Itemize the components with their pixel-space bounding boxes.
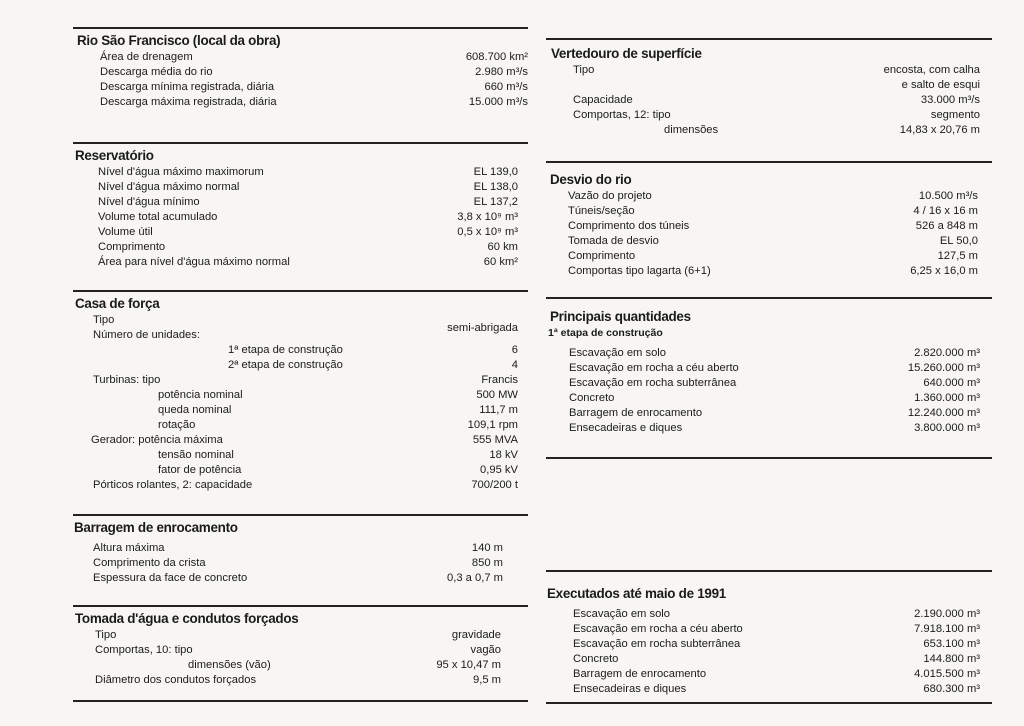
row-label: Comportas, 10: tipo (95, 644, 193, 656)
table-row (546, 406, 992, 421)
row-label: Descarga mínima registrada, diária (100, 81, 275, 93)
table-row (546, 123, 992, 138)
data-table (73, 313, 528, 493)
row-label: Tipo (93, 314, 115, 326)
table-row (546, 204, 992, 219)
row-label: Escavação em rocha a céu aberto (573, 623, 743, 635)
table-row (73, 255, 528, 270)
row-value: e salto de esqui (901, 79, 980, 91)
row-value: 109,1 rpm (467, 419, 518, 431)
section-title: Barragem de enrocamento (74, 519, 238, 535)
row-value: EL 137,2 (473, 196, 518, 208)
row-value: 95 x 10,47 m (436, 659, 501, 671)
section-divider (73, 700, 528, 702)
row-value: 1.360.000 m³ (914, 392, 980, 404)
row-value: 10.500 m³/s (918, 190, 978, 202)
row-value: 33.000 m³/s (920, 94, 980, 106)
table-row (546, 391, 992, 406)
row-label: Descarga média do rio (100, 66, 213, 78)
table-row (73, 225, 528, 240)
table-row (546, 622, 992, 637)
data-table (73, 628, 528, 688)
row-value: 0,3 a 0,7 m (447, 572, 503, 584)
row-value: 127,5 m (937, 250, 978, 262)
row-value: 2.820.000 m³ (914, 347, 980, 359)
table-row (73, 165, 528, 180)
table-row (73, 358, 528, 373)
table-row (546, 652, 992, 667)
table-row (546, 93, 992, 108)
row-label: Ensecadeiras e diques (573, 683, 687, 695)
section-divider (73, 142, 528, 144)
section-vertedouro (546, 38, 992, 138)
row-label: 1ª etapa de construção (228, 344, 343, 356)
row-label: Concreto (569, 392, 615, 404)
row-value: 555 MVA (472, 434, 518, 446)
section-divider (73, 290, 528, 292)
table-row (73, 643, 528, 658)
table-row (546, 421, 992, 436)
table-row (73, 628, 528, 643)
section-divider (546, 297, 992, 299)
table-row (546, 637, 992, 652)
table-row (73, 571, 528, 586)
row-label: tensão nominal (158, 449, 234, 461)
section-divider (73, 27, 528, 29)
row-label: Comprimento da crista (93, 557, 206, 569)
row-label: Vazão do projeto (568, 190, 652, 202)
section-title: Tomada d'água e condutos forçados (75, 610, 299, 626)
row-value: 15.000 m³/s (468, 96, 528, 108)
table-row (73, 463, 528, 478)
data-table (73, 541, 528, 586)
table-row (73, 322, 528, 343)
table-row (546, 234, 992, 249)
table-row (73, 541, 528, 556)
row-label: Gerador: potência máxima (91, 434, 223, 446)
row-label: Tomada de desvio (568, 235, 659, 247)
table-row (546, 78, 992, 93)
row-label: rotação (158, 419, 196, 431)
row-label: Volume total acumulado (98, 211, 218, 223)
row-value: 608.700 km² (465, 51, 528, 63)
row-label: Nível d'água mínimo (98, 196, 200, 208)
table-row (73, 95, 528, 110)
row-label: Ensecadeiras e diques (569, 422, 683, 434)
row-value: 700/200 t (471, 479, 518, 491)
row-label: Altura máxima (93, 542, 165, 554)
row-value: semi-abrigada (447, 322, 518, 334)
section-title: Casa de força (75, 295, 160, 311)
row-label: 2ª etapa de construção (228, 359, 343, 371)
row-value: 653.100 m³ (923, 638, 980, 650)
row-label: Tipo (573, 64, 595, 76)
row-label: Espessura da face de concreto (93, 572, 248, 584)
table-row (546, 607, 992, 622)
section-title: Vertedouro de superfície (551, 45, 702, 61)
row-label: Comportas, 12: tipo (573, 109, 671, 121)
table-row (546, 63, 992, 78)
row-label: Descarga máxima registrada, diária (100, 96, 277, 108)
row-value: 3,8 x 10⁹ m³ (457, 211, 518, 223)
row-label: potência nominal (158, 389, 243, 401)
table-row (73, 418, 528, 433)
section-rio (73, 27, 528, 110)
row-value: 4 (511, 359, 518, 371)
row-value: 4.015.500 m³ (914, 668, 980, 680)
row-label: Nível d'água máximo normal (98, 181, 240, 193)
row-label: Nível d'água máximo maximorum (98, 166, 264, 178)
table-row (546, 667, 992, 682)
row-value: encosta, com calha (883, 64, 980, 76)
row-value: 6,25 x 16,0 m (910, 265, 978, 277)
section-divider (546, 570, 992, 572)
row-value: 2.190.000 m³ (914, 608, 980, 620)
table-row (73, 50, 528, 65)
section-divider (546, 702, 992, 704)
row-value: gravidade (451, 629, 501, 641)
table-row (546, 249, 992, 264)
row-value: 0,5 x 10⁹ m³ (457, 226, 518, 238)
row-value: EL 138,0 (473, 181, 518, 193)
row-label: Barragem de enrocamento (573, 668, 707, 680)
row-value: 140 m (471, 542, 503, 554)
row-value: 2.980 m³/s (475, 66, 528, 78)
row-label: Turbinas: tipo (93, 374, 161, 386)
table-row (73, 195, 528, 210)
section-divider (73, 514, 528, 516)
section-barragem (73, 514, 528, 586)
row-value: 500 MW (476, 389, 518, 401)
section-reservatorio (73, 142, 528, 270)
section-divider-mid (546, 457, 992, 459)
table-row (73, 478, 528, 493)
row-label: Escavação em solo (569, 347, 667, 359)
row-label: Barragem de enrocamento (569, 407, 703, 419)
row-value: 60 km (487, 241, 518, 253)
row-value: 680.300 m³ (923, 683, 980, 695)
row-label: Número de unidades: (93, 329, 200, 341)
data-table (73, 50, 528, 110)
table-row (73, 343, 528, 358)
table-row (73, 373, 528, 388)
section-divider (73, 605, 528, 607)
row-value: 0,95 kV (480, 464, 518, 476)
row-value: 15.260.000 m³ (907, 362, 980, 374)
section-title: Desvio do rio (550, 171, 632, 187)
section-subtitle: 1ª etapa de construção (548, 327, 663, 339)
row-label: Escavação em rocha a céu aberto (569, 362, 739, 374)
section-quantidades (546, 297, 992, 436)
section-bottom-rule (73, 700, 528, 702)
table-row (73, 658, 528, 673)
row-value: 60 km² (483, 256, 518, 268)
row-value: 4 / 16 x 16 m (913, 205, 978, 217)
row-value: 3.800.000 m³ (914, 422, 980, 434)
section-divider (546, 38, 992, 40)
row-label: queda nominal (158, 404, 232, 416)
row-label: Escavação em solo (573, 608, 671, 620)
table-row (73, 80, 528, 95)
row-label: Comprimento dos túneis (568, 220, 690, 232)
row-label: Escavação em rocha subterrânea (569, 377, 737, 389)
row-value: 111,7 m (479, 404, 518, 416)
section-divider (546, 161, 992, 163)
row-label: Comprimento (98, 241, 166, 253)
table-row (73, 65, 528, 80)
row-label: Comprimento (568, 250, 636, 262)
row-value: 18 kV (489, 449, 518, 461)
data-table (546, 63, 992, 138)
row-value: EL 50,0 (939, 235, 978, 247)
table-row (546, 682, 992, 697)
row-value: 660 m³/s (484, 81, 528, 93)
row-value: 12.240.000 m³ (907, 407, 980, 419)
row-label: dimensões (vão) (188, 659, 271, 671)
table-row (546, 346, 992, 361)
table-row (73, 433, 528, 448)
row-value: vagão (470, 644, 501, 656)
row-value: 526 a 848 m (915, 220, 978, 232)
data-table (546, 607, 992, 697)
row-value: EL 139,0 (473, 166, 518, 178)
row-label: fator de potência (158, 464, 242, 476)
row-value: Francis (481, 374, 518, 386)
row-value: 14,83 x 20,76 m (899, 124, 980, 136)
section-casa-de-forca (73, 290, 528, 493)
data-table (73, 165, 528, 270)
row-label: Comportas tipo lagarta (6+1) (568, 265, 711, 277)
row-value: 7.918.100 m³ (914, 623, 980, 635)
data-table (546, 346, 992, 436)
section-title: Reservatório (75, 147, 154, 163)
row-label: Capacidade (573, 94, 633, 106)
row-value: 6 (511, 344, 518, 356)
section-desvio (546, 161, 992, 279)
table-row (73, 556, 528, 571)
table-row (73, 403, 528, 418)
table-row (73, 388, 528, 403)
table-row (546, 361, 992, 376)
data-table (546, 189, 992, 279)
table-row (73, 673, 528, 688)
section-title: Executados até maio de 1991 (547, 585, 726, 601)
table-row (546, 376, 992, 391)
row-label: Volume útil (98, 226, 153, 238)
row-label: Diâmetro dos condutos forçados (95, 674, 257, 686)
row-value: 640.000 m³ (923, 377, 980, 389)
table-row (73, 210, 528, 225)
table-row (546, 189, 992, 204)
row-label: Concreto (573, 653, 619, 665)
row-value: 850 m (471, 557, 503, 569)
table-row (73, 448, 528, 463)
table-row (546, 108, 992, 123)
row-value: 144.800 m³ (923, 653, 980, 665)
row-value: 9,5 m (473, 674, 501, 686)
row-label: Tipo (95, 629, 117, 641)
row-label: Escavação em rocha subterrânea (573, 638, 741, 650)
row-label: Área para nível d'água máximo normal (98, 256, 290, 268)
section-executados (546, 570, 992, 697)
row-label: Túneis/seção (568, 205, 635, 217)
section-bottom-rule (546, 702, 992, 704)
row-label: dimensões (664, 124, 719, 136)
section-divider (546, 457, 992, 459)
row-label: Área de drenagem (100, 51, 193, 63)
row-label: Pórticos rolantes, 2: capacidade (93, 479, 253, 491)
section-title: Principais quantidades (550, 308, 691, 324)
row-value: segmento (930, 109, 980, 121)
section-tomada (73, 605, 528, 688)
table-row (73, 180, 528, 195)
section-title: Rio São Francisco (local da obra) (77, 32, 281, 48)
table-row (546, 264, 992, 279)
table-row (73, 240, 528, 255)
table-row (546, 219, 992, 234)
